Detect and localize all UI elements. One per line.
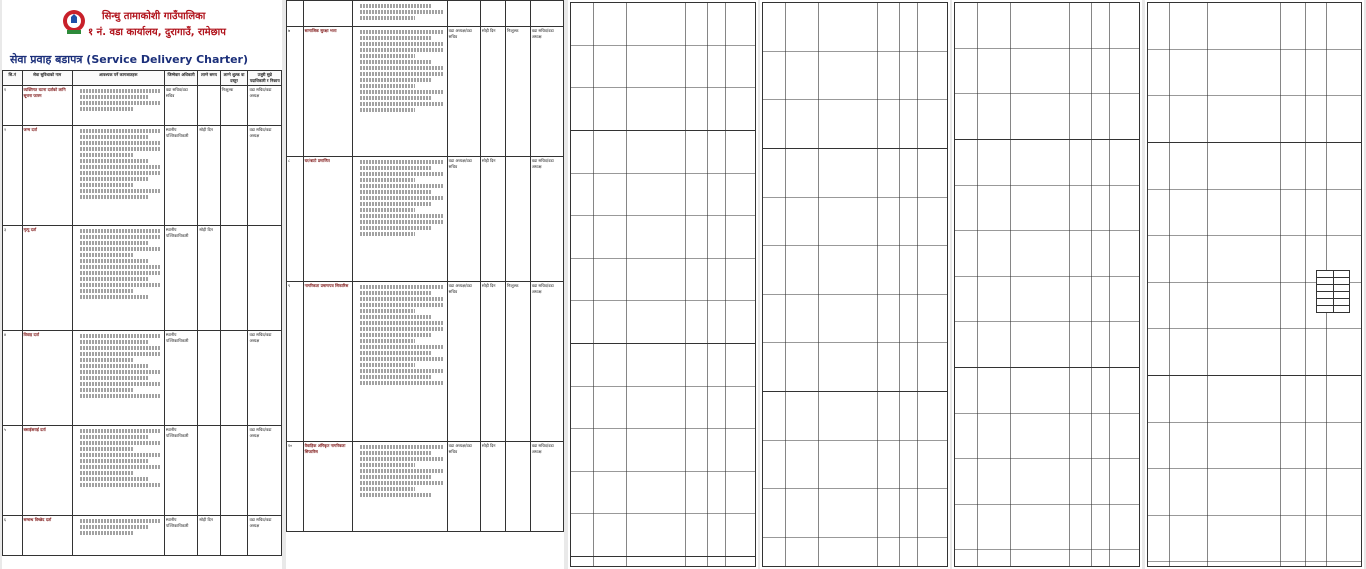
fee-mini-table	[1316, 270, 1350, 313]
nepal-emblem-icon	[62, 8, 86, 36]
table-row: २ जन्म दर्ता स्थानीय पञ्जिकाधिकारी सोही दिन वडा सचिव/वडा अध्यक्ष	[3, 126, 282, 226]
table-row: ७ सामाजिक सुरक्षा भत्ता वडा अध्यक्ष/वडा सचिव सोही दिन निःशुल्क वडा सचिव/वडा अध्यक्ष	[287, 27, 564, 157]
charter-table	[2, 70, 282, 556]
table-row: ३ मृत्यु दर्ता स्थानीय पञ्जिकाधिकारी सोही दिन	[3, 226, 282, 331]
table-row: १ व्यक्तिगत घटना दर्ताको लागि सूचना फारम वडा सचिव/वडा सचिव निःशुल्क वडा सचिव/वडा अध्यक्ष	[3, 86, 282, 126]
table-row: १० वैवाहिक अंगिकृत नागरिकता सिफारिस वडा अध्यक्ष/वडा सचिव सोही दिन वडा सचिव/वडा अध्यक्ष	[287, 442, 564, 532]
charter-page-3	[568, 0, 758, 569]
table-row: ९ नागरिकता प्रमाणपत्र सिफारिस वडा अध्यक्ष/वडा सचिव सोही दिन निःशुल्क वडा सचिव/वडा अध्यक्ष	[287, 282, 564, 442]
charter-table	[286, 0, 564, 532]
charter-page-2	[286, 0, 564, 569]
table-row: ५ बसाईसराई दर्ता स्थानीय पञ्जिकाधिकारी वडा सचिव/वडा अध्यक्ष	[3, 426, 282, 516]
continued-charter-table	[762, 2, 948, 567]
col-sn: सि.नं	[3, 71, 23, 86]
charter-page-4	[760, 0, 950, 569]
col-time: लाग्ने समय	[198, 71, 220, 86]
col-service: सेवा सुविधाको नाम	[22, 71, 72, 86]
col-fee: लाग्ने शुल्क वा दस्तुर	[220, 71, 248, 86]
charter-header	[2, 0, 282, 70]
table-row: ४ विवाह दर्ता स्थानीय पञ्जिकाधिकारी वडा सचिव/वडा अध्यक्ष	[3, 331, 282, 426]
charter-page-6	[1145, 0, 1364, 569]
col-officer: जिम्मेवार अधिकारी	[164, 71, 197, 86]
continued-charter-table	[570, 2, 756, 567]
page-title: सेवा प्रवाह बडापत्र (Service Delivery Charter)	[10, 53, 248, 66]
charter-page-1	[2, 0, 282, 569]
table-row: ८ घर/बाटो प्रमाणित वडा अध्यक्ष/वडा सचिव सोही दिन वडा सचिव/वडा अध्यक्ष	[287, 157, 564, 282]
office-name: १ नं. वडा कार्यालय, दुरागाउँ, रामेछाप	[88, 27, 226, 38]
table-row	[287, 1, 564, 27]
municipality-name: सिन्धु तामाकोशी गाउँपालिका	[102, 11, 206, 22]
charter-page-5	[952, 0, 1142, 569]
col-documents: आवश्यक पर्ने कागजातहरू	[72, 71, 164, 86]
continued-charter-table	[954, 2, 1140, 567]
table-header-row	[3, 71, 282, 86]
col-complaint: उजुरी सुन्ने पदाधिकारी र निकाय	[248, 71, 282, 86]
table-row: ६ सम्बन्ध विच्छेद दर्ता स्थानीय पञ्जिकाधिकारी सोही दिन वडा सचिव/वडा अध्यक्ष	[3, 516, 282, 556]
